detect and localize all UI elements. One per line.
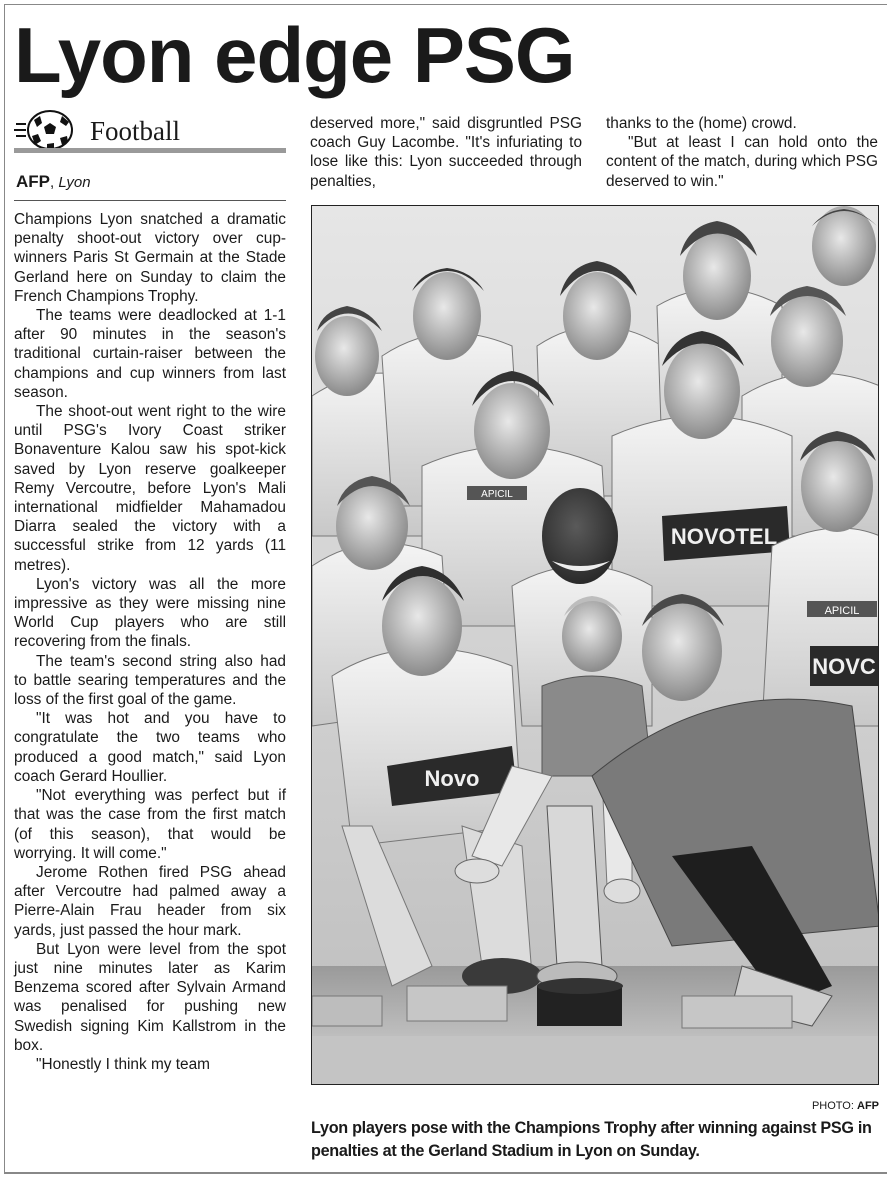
jersey-sponsor-partial: NOVC <box>812 654 876 679</box>
soccer-ball-icon <box>14 110 74 150</box>
paragraph: Champions Lyon snatched a dramatic penalty shoot-out victory over cup-winners Paris St Germain at the Stade Gerland here on Sunday to claim the French Champions Trophy. <box>14 211 286 305</box>
byline-rule <box>14 200 286 201</box>
paragraph: "It was hot and you have to congratulate the two teams who produced a good match," said Lyon coach Gerard Houllier. <box>14 710 286 785</box>
article-column-2 <box>310 114 582 191</box>
paragraph: "But at least I can hold onto the content of the match, during which PSG deserved to win." <box>606 134 878 190</box>
section-header <box>14 110 286 152</box>
paragraph: Lyon's victory was all the more impressive as they were missing nine World Cup players who are still recovering from the finals. <box>14 575 286 651</box>
photo-credit <box>812 1099 879 1113</box>
paragraph: "Not everything was perfect but if that was the case from the first match (of this season), that would be worrying. It will come." <box>14 787 286 862</box>
sleeve-sponsor-2: APICIL <box>824 605 860 617</box>
photo-caption: Lyon players pose with the Champions Trophy after winning against PSG in penalties at the Gerland Stadium in Lyon on Sunday. <box>311 1119 872 1160</box>
paragraph: The teams were deadlocked at 1-1 after 90 minutes in the season's traditional curtain-raiser between the champions and cup winners from last season. <box>14 307 286 401</box>
article-column-1 <box>14 210 286 1074</box>
paragraph: deserved more," said disgruntled PSG coach Guy Lacombe. "It's infuriating to lose like this: Lyon succeeded through penalties, <box>310 115 582 190</box>
jersey-sponsor-front: Novo <box>424 766 480 791</box>
paragraph: Jerome Rothen fired PSG ahead after Vercoutre had palmed away a Pierre-Alain Frau header from six yards, just passed the hour mark. <box>14 863 286 939</box>
section-label: Football <box>90 116 181 146</box>
paragraph: The shoot-out went right to the wire until PSG's Ivory Coast striker Bonaventure Kalou saw his spot-kick saved by Lyon reserve goalkeeper Remy Vercoutre, before Lyon's Mali international midfielder Mahamadou Diarra sealed the victory with a successful strike from 12 yards (11 metres). <box>14 403 286 574</box>
section-rule <box>14 148 286 153</box>
paragraph: "Honestly I think my team <box>36 1055 210 1073</box>
paragraph: The team's second string also had to battle searing temperatures and the loss of the first goal of the game. <box>14 652 286 709</box>
bottom-rule <box>4 1172 887 1173</box>
team-photo-illustration <box>312 206 879 1085</box>
headline: Lyon edge PSG <box>14 11 575 99</box>
byline: AFP, Lyon <box>16 172 91 191</box>
paragraph: thanks to the (home) crowd. <box>606 115 797 132</box>
photo-credit-source: AFP <box>857 1100 879 1112</box>
byline-agency: AFP <box>16 172 50 191</box>
article-column-3 <box>606 114 878 191</box>
sleeve-sponsor-1: APICIL <box>481 489 513 500</box>
photo-credit-label: PHOTO: <box>811 1100 854 1112</box>
byline-place: Lyon <box>58 174 91 191</box>
team-photo <box>311 205 879 1085</box>
jersey-sponsor-main: NOVOTEL <box>670 524 778 549</box>
paragraph: But Lyon were level from the spot just nine minutes later as Karim Benzema scored after Sylvain Armand was penalised for pushing new Swedish signing Kim Kallstrom in the box. <box>14 940 286 1054</box>
